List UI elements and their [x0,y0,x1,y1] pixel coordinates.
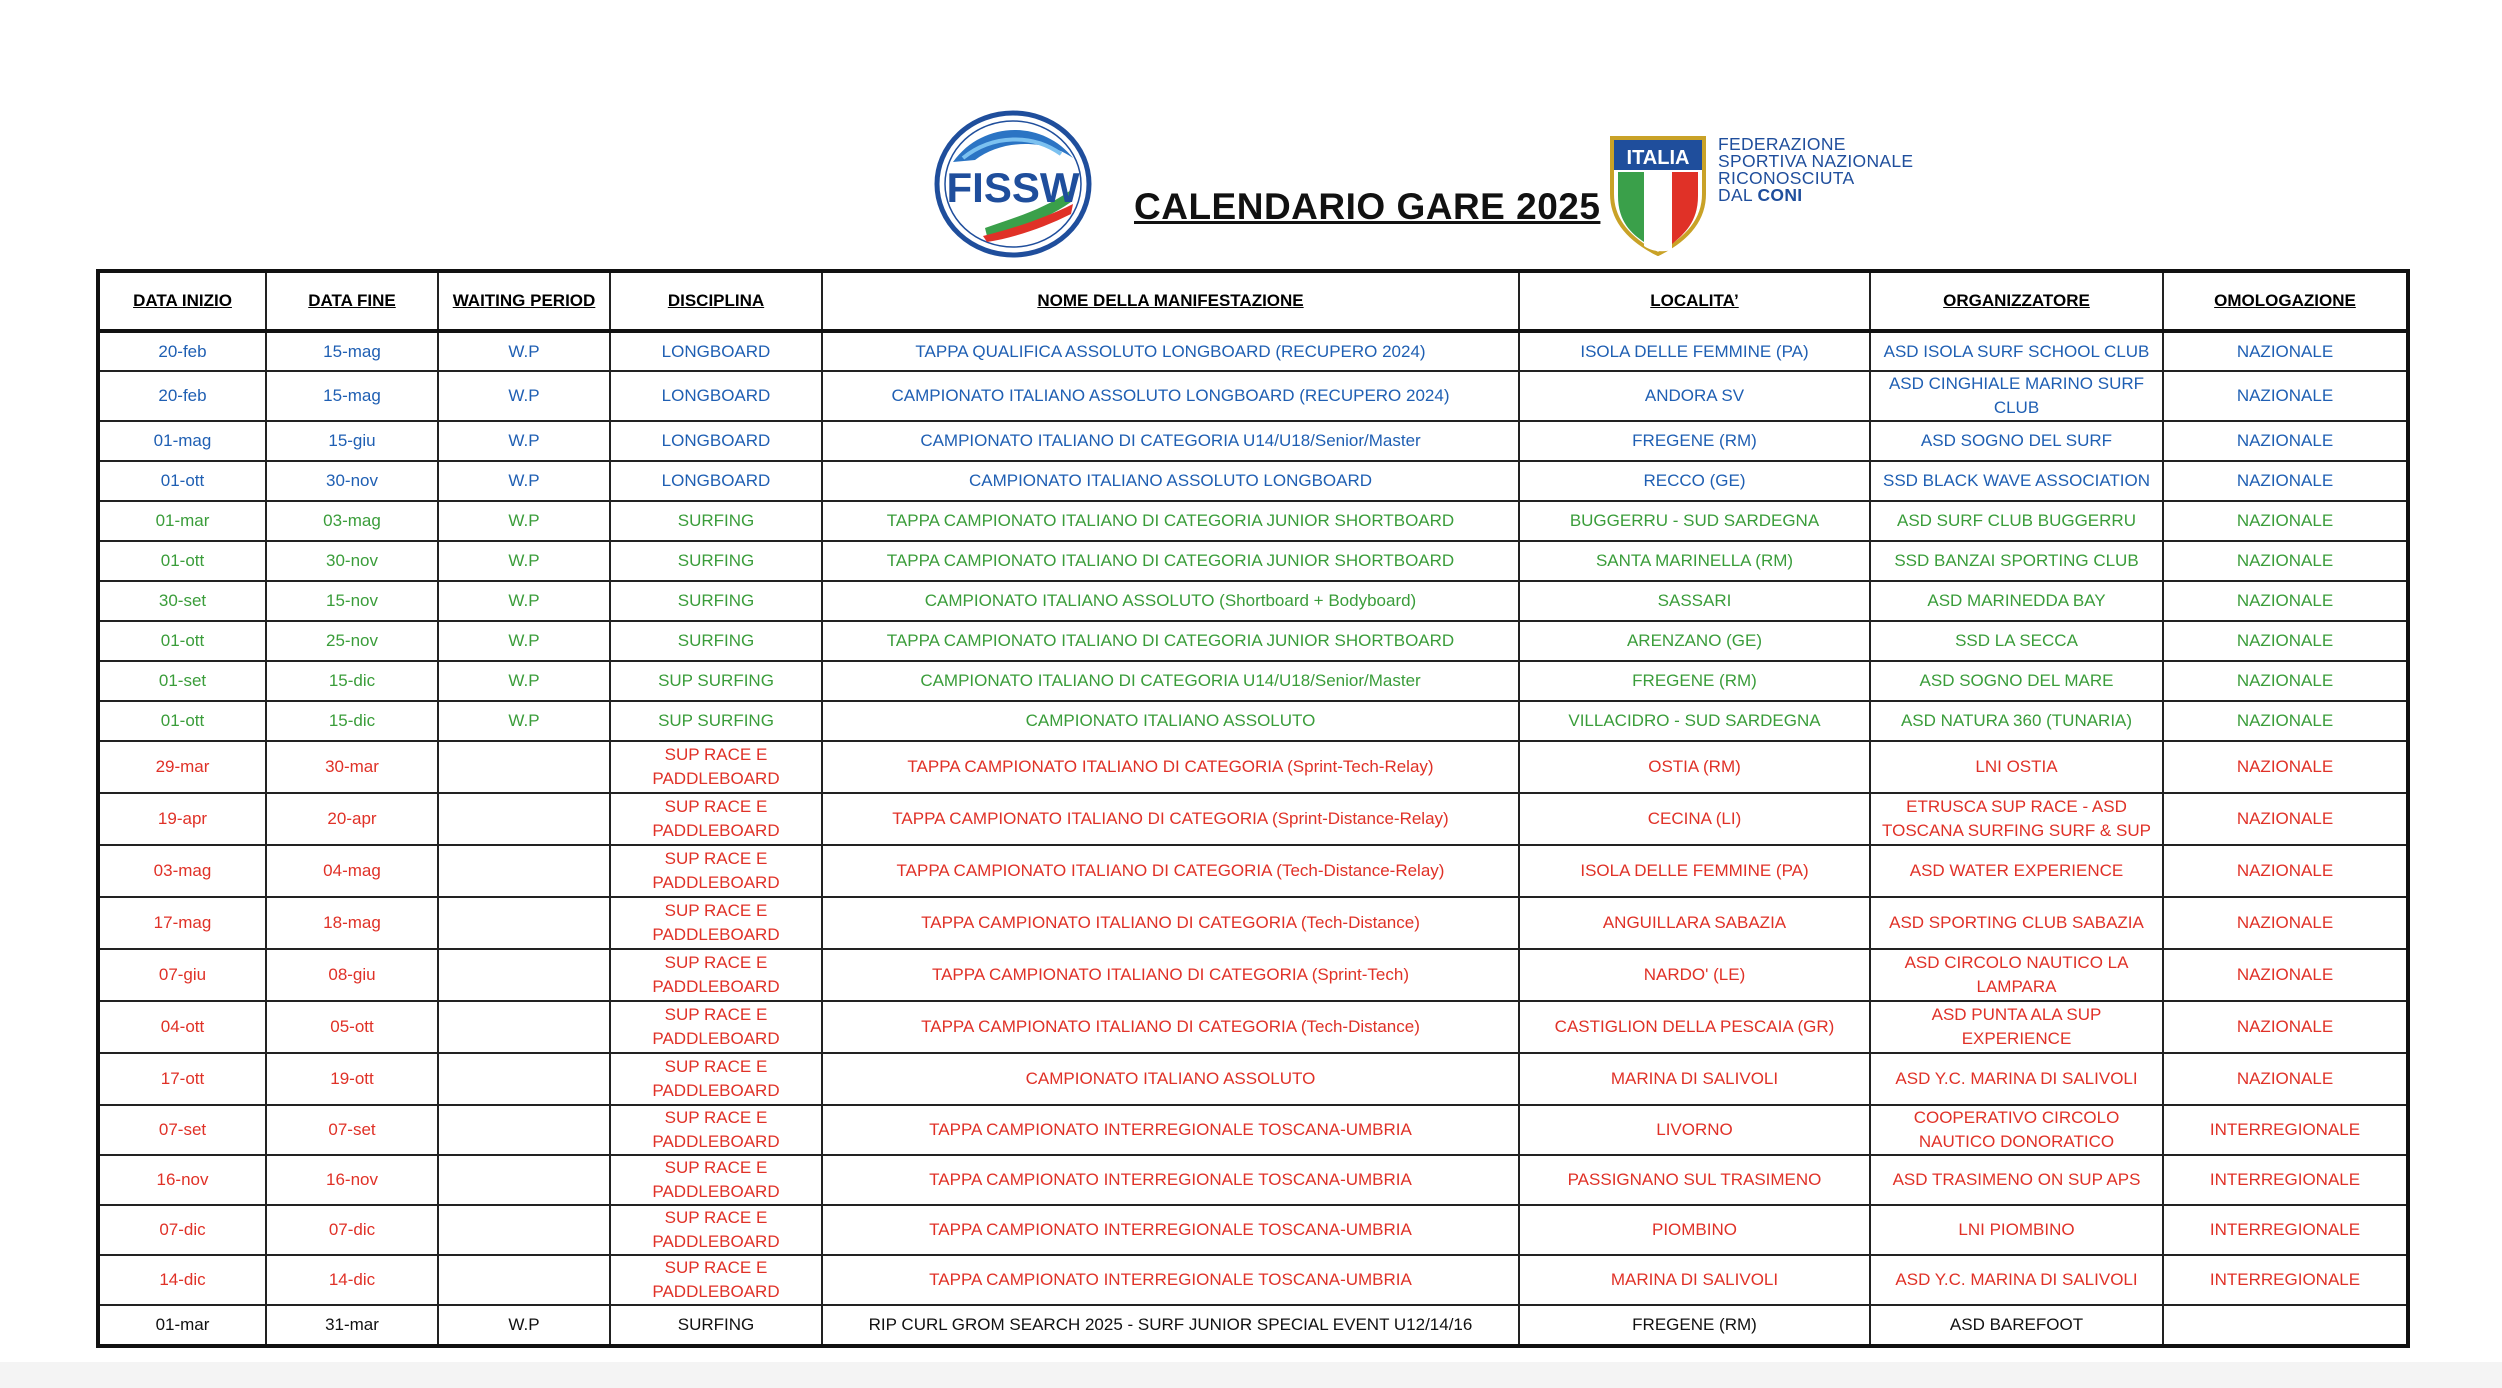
table-row [98,1001,2408,1053]
cell-start-date: 01-ott [98,621,266,661]
cell-localita: ANGUILLARA SABAZIA [1519,897,1870,949]
cell-localita: FREGENE (RM) [1519,661,1870,701]
cell-omologazione: NAZIONALE [2163,421,2408,461]
cell-omologazione: NAZIONALE [2163,371,2408,421]
table-row [98,461,2408,501]
cell-organizzatore: ASD TRASIMENO ON SUP APS [1870,1155,2163,1205]
cell-disciplina: SUP RACE E PADDLEBOARD [610,845,822,897]
col-header-waiting-period: WAITING PERIOD [438,271,610,331]
cell-disciplina: LONGBOARD [610,421,822,461]
cell-event-name: TAPPA CAMPIONATO ITALIANO DI CATEGORIA (Sprint-Tech-Relay) [822,741,1519,793]
table-row [98,371,2408,421]
cell-disciplina: SUP RACE E PADDLEBOARD [610,1001,822,1053]
cell-localita: ARENZANO (GE) [1519,621,1870,661]
cell-event-name: TAPPA CAMPIONATO ITALIANO DI CATEGORIA (Sprint-Distance-Relay) [822,793,1519,845]
cell-waiting-period: W.P [438,461,610,501]
cell-event-name: TAPPA CAMPIONATO ITALIANO DI CATEGORIA (Sprint-Tech) [822,949,1519,1001]
cell-event-name: CAMPIONATO ITALIANO ASSOLUTO (Shortboard + Bodyboard) [822,581,1519,621]
table-row [98,793,2408,845]
cell-organizzatore: SSD LA SECCA [1870,621,2163,661]
cell-start-date: 01-set [98,661,266,701]
cell-disciplina: SURFING [610,501,822,541]
coni-line-1: FEDERAZIONE [1718,134,1846,154]
table-row [98,897,2408,949]
cell-waiting-period [438,1155,610,1205]
cell-event-name: CAMPIONATO ITALIANO ASSOLUTO LONGBOARD [822,461,1519,501]
cell-organizzatore: ASD BAREFOOT [1870,1305,2163,1346]
cell-event-name: TAPPA CAMPIONATO ITALIANO DI CATEGORIA JUNIOR SHORTBOARD [822,541,1519,581]
cell-disciplina: SUP RACE E PADDLEBOARD [610,793,822,845]
cell-waiting-period [438,897,610,949]
table-row [98,1255,2408,1305]
cell-end-date: 15-dic [266,701,438,741]
table-body [98,331,2408,1346]
col-header-data-fine: DATA FINE [266,271,438,331]
coni-name: CONI [1757,185,1803,205]
cell-omologazione: NAZIONALE [2163,949,2408,1001]
cell-waiting-period [438,1001,610,1053]
cell-disciplina: SUP RACE E PADDLEBOARD [610,949,822,1001]
table-row [98,741,2408,793]
cell-localita: SASSARI [1519,581,1870,621]
table-row [98,1205,2408,1255]
cell-event-name: TAPPA CAMPIONATO INTERREGIONALE TOSCANA-UMBRIA [822,1205,1519,1255]
col-header-nome-manifestazione: NOME DELLA MANIFESTAZIONE [822,271,1519,331]
cell-end-date: 18-mag [266,897,438,949]
cell-organizzatore: ASD CINGHIALE MARINO SURF CLUB [1870,371,2163,421]
cell-organizzatore: ASD SOGNO DEL SURF [1870,421,2163,461]
cell-omologazione: NAZIONALE [2163,897,2408,949]
cell-organizzatore: ASD PUNTA ALA SUP EXPERIENCE [1870,1001,2163,1053]
fissw-logo [933,110,1093,258]
cell-omologazione: INTERREGIONALE [2163,1205,2408,1255]
cell-omologazione: NAZIONALE [2163,701,2408,741]
cell-start-date: 01-mar [98,1305,266,1346]
cell-localita: PIOMBINO [1519,1205,1870,1255]
cell-end-date: 15-mag [266,331,438,371]
coni-line-3: RICONOSCIUTA [1718,168,1855,188]
cell-waiting-period [438,741,610,793]
cell-organizzatore: ASD NATURA 360 (TUNARIA) [1870,701,2163,741]
cell-disciplina: SURFING [610,621,822,661]
cell-localita: FREGENE (RM) [1519,1305,1870,1346]
cell-waiting-period [438,845,610,897]
cell-start-date: 04-ott [98,1001,266,1053]
cell-end-date: 16-nov [266,1155,438,1205]
cell-event-name: TAPPA CAMPIONATO INTERREGIONALE TOSCANA-UMBRIA [822,1255,1519,1305]
cell-end-date: 20-apr [266,793,438,845]
table-row [98,501,2408,541]
page-title: CALENDARIO GARE 2025 [1134,186,1601,227]
cell-end-date: 19-ott [266,1053,438,1105]
cell-end-date: 08-giu [266,949,438,1001]
cell-omologazione: NAZIONALE [2163,541,2408,581]
cell-start-date: 17-ott [98,1053,266,1105]
cell-event-name: TAPPA CAMPIONATO ITALIANO DI CATEGORIA (Tech-Distance) [822,897,1519,949]
cell-omologazione: NAZIONALE [2163,1053,2408,1105]
cell-omologazione: NAZIONALE [2163,461,2408,501]
cell-event-name: TAPPA CAMPIONATO ITALIANO DI CATEGORIA JUNIOR SHORTBOARD [822,621,1519,661]
table-row [98,949,2408,1001]
cell-start-date: 01-ott [98,701,266,741]
cell-event-name: RIP CURL GROM SEARCH 2025 - SURF JUNIOR SPECIAL EVENT U12/14/16 [822,1305,1519,1346]
cell-waiting-period: W.P [438,661,610,701]
cell-end-date: 04-mag [266,845,438,897]
table-row [98,661,2408,701]
cell-start-date: 17-mag [98,897,266,949]
cell-end-date: 14-dic [266,1255,438,1305]
cell-localita: RECCO (GE) [1519,461,1870,501]
cell-omologazione: NAZIONALE [2163,793,2408,845]
cell-waiting-period [438,1105,610,1155]
cell-organizzatore: ASD Y.C. MARINA DI SALIVOLI [1870,1255,2163,1305]
table-row [98,1105,2408,1155]
cell-disciplina: SURFING [610,541,822,581]
race-calendar-table [96,269,2410,1348]
cell-end-date: 30-mar [266,741,438,793]
cell-start-date: 14-dic [98,1255,266,1305]
col-header-omologazione: OMOLOGAZIONE [2163,271,2408,331]
cell-end-date: 05-ott [266,1001,438,1053]
cell-localita: BUGGERRU - SUD SARDEGNA [1519,501,1870,541]
cell-organizzatore: ASD Y.C. MARINA DI SALIVOLI [1870,1053,2163,1105]
cell-event-name: TAPPA CAMPIONATO INTERREGIONALE TOSCANA-UMBRIA [822,1155,1519,1205]
cell-start-date: 01-mar [98,501,266,541]
col-header-disciplina: DISCIPLINA [610,271,822,331]
cell-localita: ANDORA SV [1519,371,1870,421]
cell-localita: CECINA (LI) [1519,793,1870,845]
cell-end-date: 15-nov [266,581,438,621]
cell-waiting-period: W.P [438,701,610,741]
cell-event-name: TAPPA CAMPIONATO ITALIANO DI CATEGORIA (Tech-Distance) [822,1001,1519,1053]
cell-event-name: TAPPA CAMPIONATO ITALIANO DI CATEGORIA JUNIOR SHORTBOARD [822,501,1519,541]
cell-organizzatore: ASD WATER EXPERIENCE [1870,845,2163,897]
cell-end-date: 25-nov [266,621,438,661]
coni-line-2: SPORTIVA NAZIONALE [1718,151,1914,171]
cell-start-date: 01-ott [98,461,266,501]
cell-localita: NARDO' (LE) [1519,949,1870,1001]
cell-event-name: CAMPIONATO ITALIANO DI CATEGORIA U14/U18/Senior/Master [822,421,1519,461]
cell-end-date: 07-set [266,1105,438,1155]
table-row [98,541,2408,581]
cell-localita: ISOLA DELLE FEMMINE (PA) [1519,331,1870,371]
cell-start-date: 20-feb [98,331,266,371]
cell-start-date: 07-dic [98,1205,266,1255]
cell-omologazione: NAZIONALE [2163,1001,2408,1053]
cell-start-date: 19-apr [98,793,266,845]
cell-localita: MARINA DI SALIVOLI [1519,1255,1870,1305]
cell-end-date: 30-nov [266,541,438,581]
cell-waiting-period: W.P [438,621,610,661]
cell-start-date: 16-nov [98,1155,266,1205]
cell-start-date: 03-mag [98,845,266,897]
col-header-organizzatore: ORGANIZZATORE [1870,271,2163,331]
cell-organizzatore: ETRUSCA SUP RACE - ASD TOSCANA SURFING SURF & SUP [1870,793,2163,845]
cell-event-name: CAMPIONATO ITALIANO ASSOLUTO LONGBOARD (RECUPERO 2024) [822,371,1519,421]
coni-recognition-text [1718,136,1913,204]
table-row [98,845,2408,897]
cell-disciplina: SUP RACE E PADDLEBOARD [610,1255,822,1305]
cell-waiting-period [438,1053,610,1105]
cell-organizzatore: ASD SPORTING CLUB SABAZIA [1870,897,2163,949]
cell-waiting-period [438,1255,610,1305]
cell-localita: LIVORNO [1519,1105,1870,1155]
cell-waiting-period [438,1205,610,1255]
cell-omologazione: INTERREGIONALE [2163,1105,2408,1155]
table-row [98,701,2408,741]
cell-organizzatore: COOPERATIVO CIRCOLO NAUTICO DONORATICO [1870,1105,2163,1155]
cell-disciplina: SUP RACE E PADDLEBOARD [610,897,822,949]
cell-end-date: 31-mar [266,1305,438,1346]
cell-end-date: 15-mag [266,371,438,421]
cell-localita: OSTIA (RM) [1519,741,1870,793]
cell-omologazione: NAZIONALE [2163,501,2408,541]
coni-line-4 [1718,187,1913,204]
cell-event-name: TAPPA CAMPIONATO ITALIANO DI CATEGORIA (Tech-Distance-Relay) [822,845,1519,897]
cell-event-name: CAMPIONATO ITALIANO DI CATEGORIA U14/U18/Senior/Master [822,661,1519,701]
table-row [98,421,2408,461]
cell-start-date: 07-giu [98,949,266,1001]
cell-organizzatore: ASD ISOLA SURF SCHOOL CLUB [1870,331,2163,371]
coni-dal: DAL [1718,185,1753,205]
cell-localita: CASTIGLION DELLA PESCAIA (GR) [1519,1001,1870,1053]
coni-badge-text: ITALIA [1626,147,1690,169]
cell-disciplina: SURFING [610,1305,822,1346]
cell-organizzatore: ASD MARINEDDA BAY [1870,581,2163,621]
cell-omologazione: INTERREGIONALE [2163,1155,2408,1205]
cell-waiting-period [438,793,610,845]
cell-disciplina: SUP SURFING [610,701,822,741]
cell-organizzatore: SSD BLACK WAVE ASSOCIATION [1870,461,2163,501]
table-row [98,581,2408,621]
cell-omologazione: NAZIONALE [2163,581,2408,621]
table-row [98,1053,2408,1105]
cell-omologazione: NAZIONALE [2163,661,2408,701]
cell-disciplina: LONGBOARD [610,331,822,371]
cell-waiting-period: W.P [438,1305,610,1346]
cell-omologazione: NAZIONALE [2163,621,2408,661]
col-header-data-inizio: DATA INIZIO [98,271,266,331]
cell-waiting-period: W.P [438,421,610,461]
cell-waiting-period: W.P [438,581,610,621]
cell-waiting-period [438,949,610,1001]
col-header-localita: LOCALITA’ [1519,271,1870,331]
cell-start-date: 01-mag [98,421,266,461]
cell-organizzatore: ASD SURF CLUB BUGGERRU [1870,501,2163,541]
cell-omologazione: NAZIONALE [2163,845,2408,897]
cell-localita: ISOLA DELLE FEMMINE (PA) [1519,845,1870,897]
cell-localita: SANTA MARINELLA (RM) [1519,541,1870,581]
cell-disciplina: SUP RACE E PADDLEBOARD [610,1205,822,1255]
cell-disciplina: LONGBOARD [610,371,822,421]
cell-waiting-period: W.P [438,501,610,541]
cell-end-date: 15-giu [266,421,438,461]
table-row [98,1155,2408,1205]
cell-organizzatore: ASD CIRCOLO NAUTICO LA LAMPARA [1870,949,2163,1001]
cell-disciplina: SUP RACE E PADDLEBOARD [610,1105,822,1155]
cell-organizzatore: LNI PIOMBINO [1870,1205,2163,1255]
cell-organizzatore: ASD SOGNO DEL MARE [1870,661,2163,701]
cell-omologazione [2163,1305,2408,1346]
cell-disciplina: LONGBOARD [610,461,822,501]
fissw-logo-text: FISSW [946,164,1080,211]
cell-organizzatore: LNI OSTIA [1870,741,2163,793]
cell-event-name: TAPPA CAMPIONATO INTERREGIONALE TOSCANA-UMBRIA [822,1105,1519,1155]
cell-start-date: 20-feb [98,371,266,421]
cell-omologazione: NAZIONALE [2163,741,2408,793]
cell-end-date: 15-dic [266,661,438,701]
cell-omologazione: INTERREGIONALE [2163,1255,2408,1305]
cell-start-date: 01-ott [98,541,266,581]
cell-waiting-period: W.P [438,541,610,581]
cell-end-date: 03-mag [266,501,438,541]
cell-end-date: 07-dic [266,1205,438,1255]
table-row [98,331,2408,371]
cell-start-date: 29-mar [98,741,266,793]
cell-waiting-period: W.P [438,331,610,371]
coni-shield-logo [1608,134,1708,256]
cell-disciplina: SUP RACE E PADDLEBOARD [610,1155,822,1205]
cell-omologazione: NAZIONALE [2163,331,2408,371]
cell-end-date: 30-nov [266,461,438,501]
cell-waiting-period: W.P [438,371,610,421]
cell-event-name: CAMPIONATO ITALIANO ASSOLUTO [822,1053,1519,1105]
cell-disciplina: SUP RACE E PADDLEBOARD [610,741,822,793]
cell-event-name: TAPPA QUALIFICA ASSOLUTO LONGBOARD (RECUPERO 2024) [822,331,1519,371]
cell-disciplina: SUP RACE E PADDLEBOARD [610,1053,822,1105]
cell-disciplina: SUP SURFING [610,661,822,701]
page-bottom-strip [0,1362,2502,1388]
cell-disciplina: SURFING [610,581,822,621]
cell-start-date: 30-set [98,581,266,621]
cell-localita: VILLACIDRO - SUD SARDEGNA [1519,701,1870,741]
cell-localita: MARINA DI SALIVOLI [1519,1053,1870,1105]
cell-start-date: 07-set [98,1105,266,1155]
cell-event-name: CAMPIONATO ITALIANO ASSOLUTO [822,701,1519,741]
table-header-row [98,271,2408,331]
cell-localita: PASSIGNANO SUL TRASIMENO [1519,1155,1870,1205]
table-row [98,1305,2408,1346]
cell-organizzatore: SSD BANZAI SPORTING CLUB [1870,541,2163,581]
cell-localita: FREGENE (RM) [1519,421,1870,461]
table-row [98,621,2408,661]
